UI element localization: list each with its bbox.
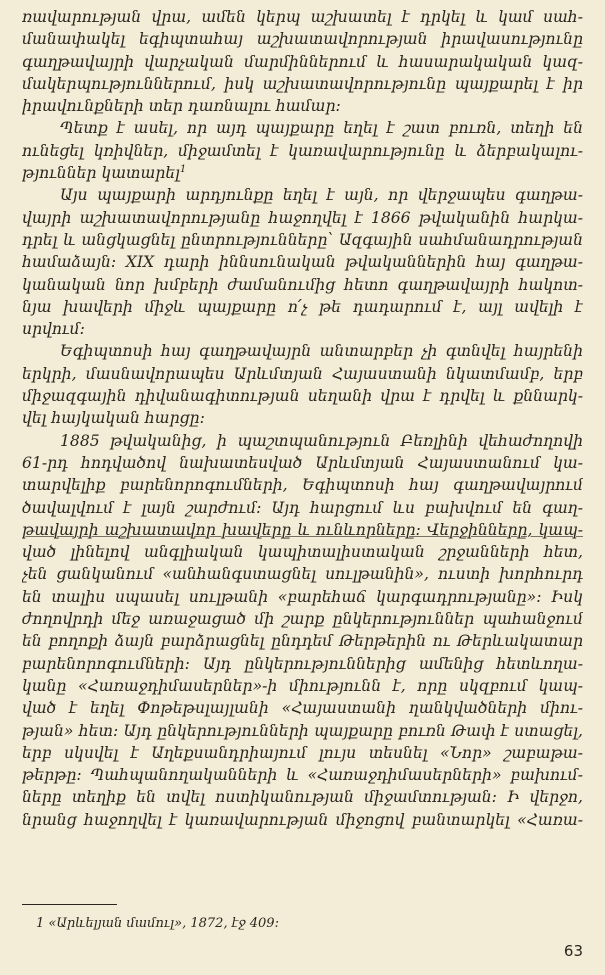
text-line: նյա խավերի միջև պայքարը ո՛չ թե դադարում է, այլ ավելի է [22,297,583,316]
text-line: միջազգային դիվանագիտության սեղանի վրա է դրվել և քննարկ- [22,387,583,406]
footnote: 1 «Արևելյան մամուլ», 1872, էջ 409: [36,916,279,931]
text-line-with-footnote-ref [22,162,583,184]
text-line: Պետք է ասել, որ այդ պայքարը եղել է շատ բուռն, տեղի են [60,119,583,138]
underlined-text-line: թավայրի աշխատավոր խավերը և ունևորները: Վերջինները, կապ- [22,520,583,539]
text-line: բարենորոգումների: Այդ ընկերություններից ամենից հետևողա- [22,654,583,673]
text-line: կանը «Հառաջդիմասերներ»-ի միությունն է, որը սկզբում կապ- [22,676,583,695]
text-line: ները տեղիք են տվել ոստիկանության միջամտության: Ի վերջո, [22,788,583,807]
text-line: ռավարության վրա, ամեն կերպ աշխատել է դրկել և կամ սահ- [22,8,583,26]
text-line: կանական նոր խմբերի ժամանումից հետո գաղթավայրի հակոտ- [22,275,583,294]
text-line: մակերպություններում, իսկ աշխատավորությունը պայքարել է իր [22,74,583,93]
text-line: ված է եղել Փոթեթսլայլանի «Հայաստանի ղանկվածների միու- [22,699,583,718]
text-line: տարվելիք բարենորոգումների, Եգիպտոսի հայ գաղթավայրում [22,476,583,495]
text-line: են բողոքի ձայն բարձրացնել ընդդեմ Թերթերին ու Թերևակատար [22,632,583,651]
body-text [22,6,583,831]
text-line: 61-րդ հոդվածով նախատեսված Արևմտյան Հայաստանում կա- [22,453,583,472]
text-line: ված լինելով անգլիական կապիտալիստական շրջանների հետ, [22,543,583,562]
text-line: Այս պայքարի արդյունքը եղել է այն, որ վերջապես գաղթա- [60,186,583,205]
text-line: վել հայկական հարցը: [22,409,205,428]
footnote-ref: 1 [179,163,187,175]
text-line: նրանց հաջողվել է կառավարության միջոցով բանտարկել «Հառա- [22,810,583,829]
text-line: չեն ցանկանում «անհանգստացնել սուլթանին», ուստի խորհուրդ [22,565,583,584]
footnote-divider [22,904,117,905]
text-line: սրվում: [22,320,85,339]
text-line: գաղթավայրի վարչական մարմիններում և հասարակական կազ- [22,52,583,71]
text-line: ծավալվում է լայն շարժում: Այդ հարցում ևս բախվում են գաղ- [22,498,583,517]
text-line: իրավունքների տեր դառնալու համար: [22,97,341,116]
text-line: թյուններ կատարել [22,164,180,183]
text-line: Եգիպտոսի հայ գաղթավայրն անտարբեր չի գտնվել հայրենի [60,342,583,361]
text-line: ժողովրդի մեջ առաջացած մի շարք ընկերություններ պահանջում [22,610,583,629]
page-number: 63 [563,942,583,960]
text-line: թյան» հետ: Այդ ընկերությունների պայքարը բուռն Թափ է ստացել, [22,721,583,740]
text-line: դրել և անցկացնել ընտրությունները՝ Ազգային սահմանադրության [22,230,583,249]
text-line: երկրի, մասնավորապես Արևմտյան Հայաստանի նկատմամբ, երբ [22,364,583,383]
text-line: ունեցել կռիվներ, միջամտել է կառավարությունը և ձերբակալու- [22,141,583,160]
text-line: են տալիս սպասել սուլթանի «բարեհաճ կարգադրությանը»: Իսկ [22,587,583,606]
text-line: թերթը: Պահպանողականների և «Հառաջդիմասերների» բախում- [22,766,583,785]
text-line: մանափակել եգիպտահայ աշխատավորության իրավասությունը [22,30,583,49]
text-line: 1885 թվականից, ի պաշտպանություն Բեռլինի վեհաժողովի [60,431,583,450]
text-line: երբ սկսվել է Աղեքսանդրիայում լույս տեսնել «Նոր» շաբաթա- [22,743,583,762]
text-line: վայրի աշխատավորությանը հաջողվել է 1866 թվականին հարկա- [22,208,583,227]
text-line: համաձայն: XIX դարի իննսունական թվականներին հայ գաղթա- [22,253,583,272]
